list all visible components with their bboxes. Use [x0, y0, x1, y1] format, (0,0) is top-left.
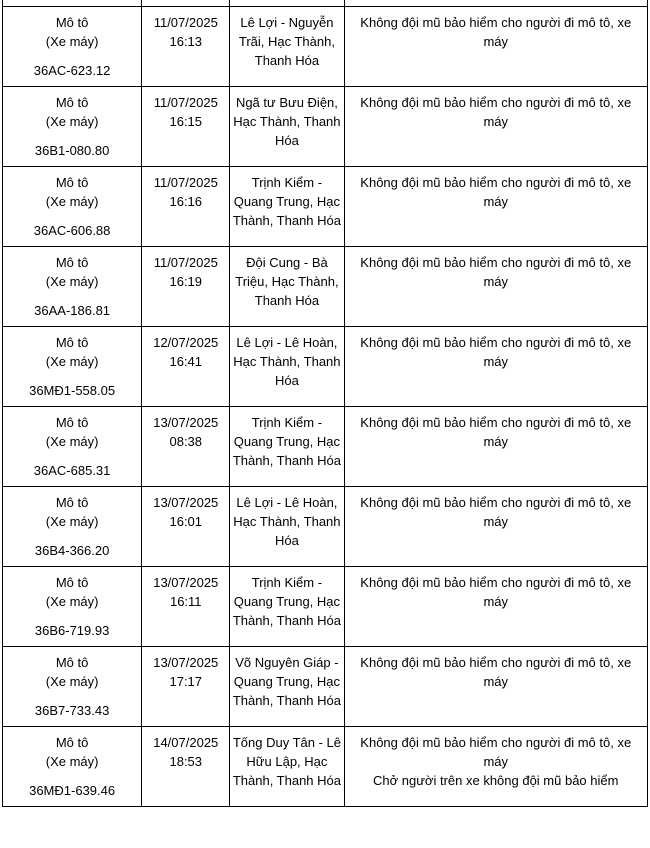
- location-cell: Trịnh Kiểm - Quang Trung, Hạc Thành, Thanh Hóa: [230, 167, 344, 247]
- violation-description: Không đội mũ bảo hiểm cho người đi mô tô, xe máy: [360, 735, 632, 769]
- license-plate: 36B4-366.20: [34, 543, 110, 558]
- vehicle-subtype: (Xe máy): [45, 594, 99, 609]
- violation-date: 13/07/2025: [153, 655, 219, 670]
- violation-cell: [344, 487, 648, 567]
- vehicle-type: Mô tô: [55, 95, 89, 110]
- vehicle-cell: [3, 647, 142, 727]
- vehicle-cell: [3, 407, 142, 487]
- violation-description: Không đội mũ bảo hiểm cho người đi mô tô, xe máy: [360, 495, 632, 529]
- vehicle-cell: [3, 327, 142, 407]
- location-cell: Đội Cung - Bà Triệu, Hạc Thành, Thanh Hóa: [230, 247, 344, 327]
- location-cell: Trịnh Kiểm - Quang Trung, Hạc Thành, Thanh Hóa: [230, 407, 344, 487]
- violation-date: 11/07/2025: [153, 175, 218, 190]
- vehicle-subtype: (Xe máy): [45, 274, 99, 289]
- violation-cell: [344, 247, 648, 327]
- vehicle-cell: [3, 247, 142, 327]
- datetime-cell: [142, 647, 230, 727]
- violation-cell: [344, 327, 648, 407]
- violation-date: 11/07/2025: [153, 95, 218, 110]
- vehicle-subtype: (Xe máy): [45, 434, 99, 449]
- vehicle-subtype: (Xe máy): [45, 34, 99, 49]
- vehicle-subtype: (Xe máy): [45, 674, 99, 689]
- location-cell: Lê Lợi - Nguyễn Trãi, Hạc Thành, Thanh Hóa: [230, 7, 344, 87]
- table-row: [3, 727, 648, 807]
- table-row: [3, 247, 648, 327]
- datetime-cell: [142, 407, 230, 487]
- vehicle-type: Mô tô: [55, 255, 89, 270]
- violation-cell: [344, 167, 648, 247]
- violation-description: Không đội mũ bảo hiểm cho người đi mô tô, xe máy: [360, 655, 632, 689]
- vehicle-type: Mô tô: [55, 495, 89, 510]
- license-plate: 36AC-606.88: [33, 223, 111, 238]
- vehicle-cell: [3, 87, 142, 167]
- violation-cell: [344, 727, 648, 807]
- vehicle-type: Mô tô: [55, 735, 89, 750]
- violation-date: 14/07/2025: [153, 735, 219, 750]
- table-row: [3, 647, 648, 727]
- vehicle-subtype: (Xe máy): [45, 114, 99, 129]
- vehicle-cell: [3, 167, 142, 247]
- violation-time: 16:01: [169, 514, 203, 529]
- location-cell: Trịnh Kiểm - Quang Trung, Hạc Thành, Thanh Hóa: [230, 567, 344, 647]
- violation-date: 11/07/2025: [153, 15, 218, 30]
- vehicle-type: Mô tô: [55, 15, 89, 30]
- datetime-cell: [142, 327, 230, 407]
- vehicle-cell: [3, 567, 142, 647]
- location-cell: Võ Nguyên Giáp - Quang Trung, Hạc Thành, Thanh Hóa: [230, 647, 344, 727]
- location-cell: Lê Lợi - Lê Hoàn, Hạc Thành, Thanh Hóa: [230, 487, 344, 567]
- vehicle-subtype: (Xe máy): [45, 194, 99, 209]
- violation-date: 13/07/2025: [153, 495, 219, 510]
- violation-time: 17:17: [169, 674, 203, 689]
- table-row: [3, 487, 648, 567]
- license-plate: 36AC-685.31: [33, 463, 111, 478]
- table-row: [3, 567, 648, 647]
- violation-time: 16:15: [169, 114, 203, 129]
- violation-description: Không đội mũ bảo hiểm cho người đi mô tô, xe máy: [360, 575, 632, 609]
- table-row: [3, 87, 648, 167]
- violation-description: Không đội mũ bảo hiểm cho người đi mô tô, xe máy: [360, 335, 632, 369]
- license-plate: 36MĐ1-558.05: [29, 383, 116, 398]
- datetime-cell: [142, 567, 230, 647]
- vehicle-type: Mô tô: [55, 655, 89, 670]
- license-plate: 36B6-719.93: [34, 623, 110, 638]
- datetime-cell: [142, 7, 230, 87]
- violation-cell: [344, 407, 648, 487]
- license-plate: 36AA-186.81: [34, 303, 111, 318]
- table-row: [3, 167, 648, 247]
- violation-cell: [344, 87, 648, 167]
- violation-description: Không đội mũ bảo hiểm cho người đi mô tô, xe máy: [360, 175, 632, 209]
- violations-table-body: [3, 0, 648, 807]
- violation-date: 13/07/2025: [153, 575, 219, 590]
- violation-time: 18:53: [169, 754, 203, 769]
- datetime-cell: [142, 727, 230, 807]
- violation-cell: [344, 7, 648, 87]
- license-plate: 36MĐ1-639.46: [29, 783, 116, 798]
- vehicle-type: Mô tô: [55, 575, 89, 590]
- violation-cell: [344, 647, 648, 727]
- vehicle-cell: [3, 7, 142, 87]
- violation-time: 16:13: [169, 34, 203, 49]
- violation-time: 16:16: [169, 194, 203, 209]
- violation-time: 08:38: [169, 434, 203, 449]
- violation-time: 16:41: [169, 354, 203, 369]
- location-cell: Ngã tư Bưu Điện, Hạc Thành, Thanh Hóa: [230, 87, 344, 167]
- vehicle-subtype: (Xe máy): [45, 754, 99, 769]
- datetime-cell: [142, 487, 230, 567]
- violation-description: Không đội mũ bảo hiểm cho người đi mô tô, xe máy: [360, 415, 632, 449]
- violation-cell: [344, 567, 648, 647]
- vehicle-subtype: (Xe máy): [45, 354, 99, 369]
- violation-date: 12/07/2025: [153, 335, 219, 350]
- location-cell: Tống Duy Tân - Lê Hữu Lập, Hạc Thành, Thanh Hóa: [230, 727, 344, 807]
- location-cell: Lê Lợi - Lê Hoàn, Hạc Thành, Thanh Hóa: [230, 327, 344, 407]
- violation-description: Không đội mũ bảo hiểm cho người đi mô tô, xe máy: [360, 15, 632, 49]
- table-row: [3, 327, 648, 407]
- violations-table: [2, 0, 648, 807]
- violation-description: Chở người trên xe không đội mũ bảo hiểm: [373, 773, 619, 788]
- license-plate: 36B7-733.43: [34, 703, 110, 718]
- violation-time: 16:19: [169, 274, 203, 289]
- vehicle-subtype: (Xe máy): [45, 514, 99, 529]
- license-plate: 36B1-080.80: [34, 143, 110, 158]
- vehicle-type: Mô tô: [55, 175, 89, 190]
- datetime-cell: [142, 247, 230, 327]
- violation-date: 13/07/2025: [153, 415, 219, 430]
- table-row: [3, 407, 648, 487]
- violation-description: Không đội mũ bảo hiểm cho người đi mô tô, xe máy: [360, 95, 632, 129]
- vehicle-cell: [3, 727, 142, 807]
- vehicle-cell: [3, 487, 142, 567]
- vehicle-type: Mô tô: [55, 415, 89, 430]
- violation-description: Không đội mũ bảo hiểm cho người đi mô tô, xe máy: [360, 255, 632, 289]
- datetime-cell: [142, 87, 230, 167]
- datetime-cell: [142, 167, 230, 247]
- violation-time: 16:11: [169, 594, 202, 609]
- vehicle-type: Mô tô: [55, 335, 89, 350]
- license-plate: 36AC-623.12: [33, 63, 111, 78]
- violation-date: 11/07/2025: [153, 255, 218, 270]
- table-row: [3, 7, 648, 87]
